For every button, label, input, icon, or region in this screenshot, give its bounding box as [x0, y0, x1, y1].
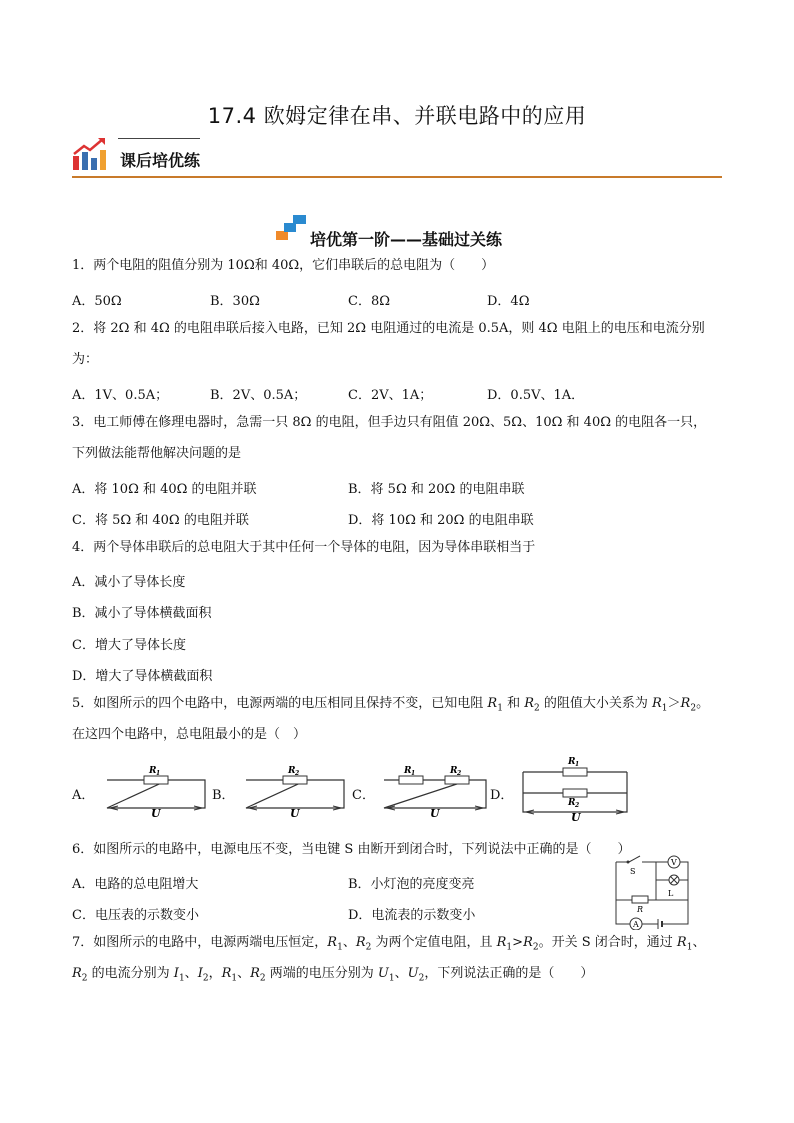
svg-text:1: 1 [575, 761, 580, 768]
q4-option-c: C．增大了导体长度 [72, 638, 186, 653]
svg-text:R: R [568, 798, 576, 808]
q5-option-a: A． [72, 788, 95, 803]
chart-logo-icon [72, 136, 108, 172]
q2-stem-line2: 为： [72, 352, 99, 367]
q6-stem: 6．如图所示的电路中，电源电压不变，当电键 S 由断开到闭合时，下列说法中正确的是（ ） [72, 842, 631, 857]
section-title: 培优第一阶——基础过关练 [310, 230, 503, 249]
q4-option-a: A．减小了导体长度 [72, 575, 186, 590]
svg-text:R: R [288, 766, 296, 776]
header-top-rule [118, 138, 200, 139]
q5-stem-line2: 在这四个电路中，总电阻最小的是（ ） [72, 727, 307, 742]
q2-option-a: A．1V、0.5A； [72, 388, 169, 403]
svg-text:V: V [671, 858, 677, 867]
svg-text:2: 2 [295, 770, 300, 777]
q2-option-d: D．0.5V、1A． [487, 388, 585, 403]
svg-text:2: 2 [575, 802, 580, 809]
q6-option-c: C．电压表的示数变小 [72, 908, 199, 923]
header-rule [72, 176, 722, 178]
circuit-d-diagram [522, 752, 628, 822]
page-title: 17.4 欧姆定律在串、并联电路中的应用 [207, 104, 587, 128]
svg-text:2: 2 [457, 770, 462, 777]
q7-stem-line1: 7．如图所示的电路中，电源两端电压恒定，$R_1$、$R_2$ 为两个定值电阻，且 $R_1>R_2$。开关 S 闭合时，通过 $R_1$、 [72, 935, 706, 953]
circuit-c-diagram [383, 762, 487, 820]
q4-stem: 4．两个导体串联后的总电阻大于其中任何一个导体的电阻，因为导体串联相当于 [72, 540, 536, 555]
q3-option-b: B．将 5Ω 和 20Ω 的电阻串联 [348, 482, 525, 497]
svg-text:U: U [151, 807, 161, 820]
q3-stem-line1: 3．电工师傅在修理电器时，急需一只 8Ω 的电阻，但手边只有阻值 20Ω、5Ω、10Ω 和 40Ω 的电阻各一只， [72, 415, 707, 430]
q5-option-c: C． [352, 788, 375, 803]
q4-option-b: B．减小了导体横截面积 [72, 606, 212, 621]
q1-option-d: D．4Ω [487, 294, 530, 309]
q7-stem-line2: $R_2$ 的电流分别为 $I_1$、$I_2$，$R_1$、$R_2$ 两端的电压分别为 $U_1$、$U_2$，下列说法正确的是（ ） [72, 966, 594, 984]
q3-option-d: D．将 10Ω 和 20Ω 的电阻串联 [348, 513, 534, 528]
svg-text:1: 1 [156, 770, 161, 777]
stairs-icon [276, 213, 308, 241]
header-label: 课后培优练 [120, 151, 201, 170]
circuit-a-diagram [106, 762, 206, 820]
q4-option-d: D．增大了导体横截面积 [72, 669, 213, 684]
q1-stem: 1．两个电阻的阻值分别为 10Ω和 40Ω，它们串联后的总电阻为（ ） [72, 258, 495, 273]
svg-text:R: R [568, 757, 576, 767]
svg-text:U: U [290, 807, 300, 820]
svg-text:U: U [430, 807, 440, 820]
q3-option-c: C．将 5Ω 和 40Ω 的电阻并联 [72, 513, 249, 528]
q2-option-b: B．2V、0.5A； [210, 388, 307, 403]
q5-option-d: D． [490, 788, 514, 803]
svg-text:S: S [630, 867, 636, 876]
q2-option-c: C．2V、1A； [348, 388, 433, 403]
q1-option-b: B．30Ω [210, 294, 260, 309]
q5-stem-line1: 5．如图所示的四个电路中，电源两端的电压相同且保持不变，已知电阻 $R_1$ 和 $R_2$ 的阻值大小关系为 $R_1>R_2$。 [72, 696, 710, 714]
q6-option-a: A．电路的总电阻增大 [72, 877, 199, 892]
svg-text:R: R [637, 905, 644, 914]
svg-text:U: U [571, 811, 581, 822]
q5-option-b: B． [212, 788, 235, 803]
svg-text:1: 1 [411, 770, 416, 777]
q1-option-a: A．50Ω [72, 294, 122, 309]
q3-option-a: A．将 10Ω 和 40Ω 的电阻并联 [72, 482, 257, 497]
svg-text:R: R [450, 766, 458, 776]
svg-text:A: A [633, 920, 639, 929]
q3-stem-line2: 下列做法能帮他解决问题的是 [72, 446, 242, 461]
q6-circuit-diagram [612, 850, 696, 930]
q6-option-d: D．电流表的示数变小 [348, 908, 476, 923]
circuit-b-diagram [245, 762, 345, 820]
q2-stem-line1: 2．将 2Ω 和 4Ω 的电阻串联后接入电路，已知 2Ω 电阻通过的电流是 0.5A，则 4Ω 电阻上的电压和电流分别 [72, 321, 705, 336]
svg-text:L: L [668, 889, 674, 898]
q6-option-b: B．小灯泡的亮度变亮 [348, 877, 475, 892]
svg-text:R: R [404, 766, 412, 776]
q1-option-c: C．8Ω [348, 294, 390, 309]
svg-text:R: R [149, 766, 157, 776]
